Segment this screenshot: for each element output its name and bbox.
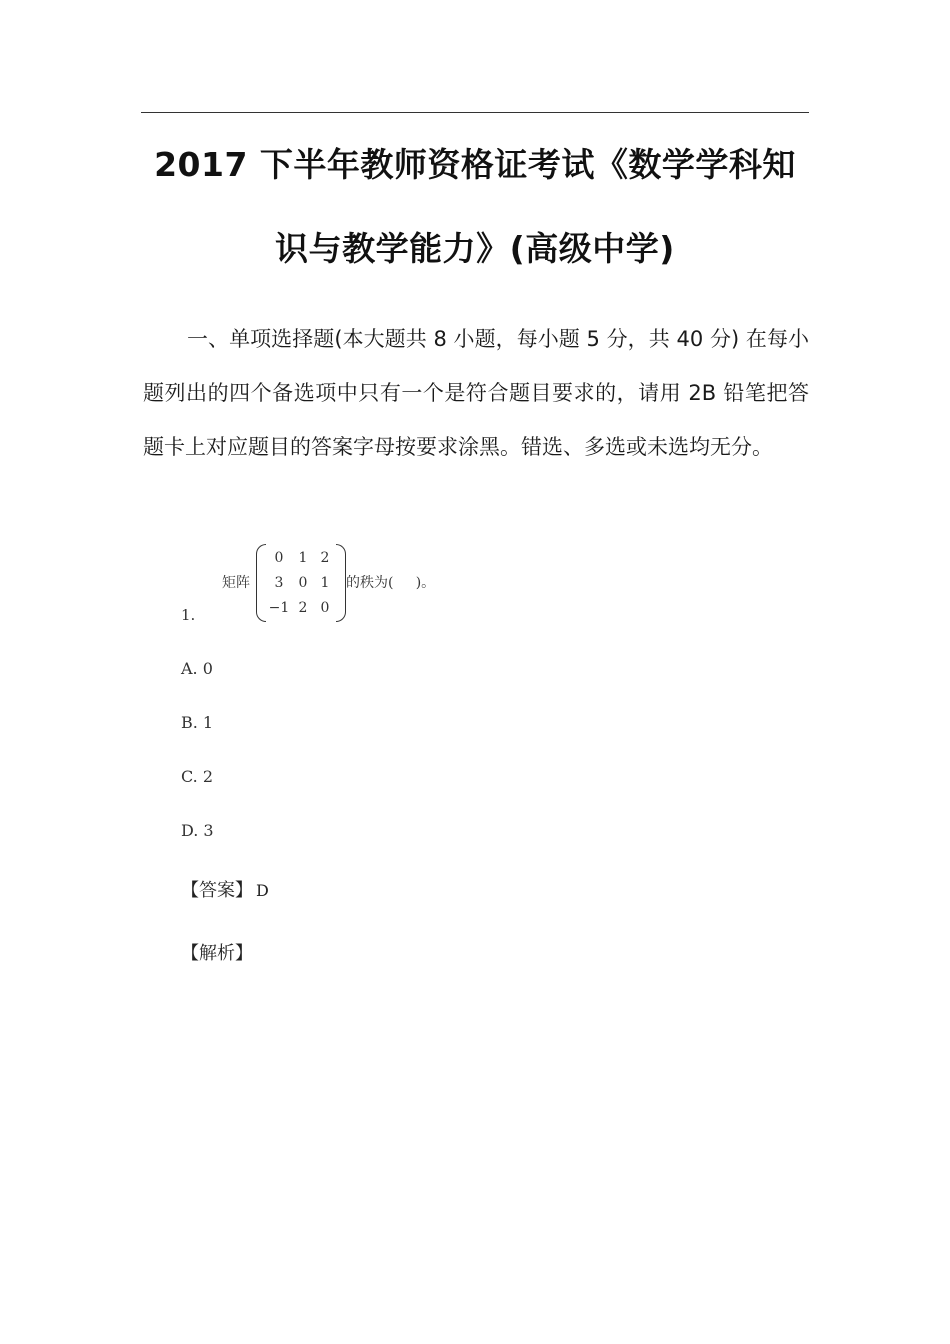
document-title-line-1: 2017 下半年教师资格证考试《数学学科知: [154, 145, 796, 184]
option-b: B. 1: [181, 713, 214, 732]
option-c: C. 2: [181, 767, 214, 786]
matrix-cell: 1: [298, 550, 308, 566]
document-title-line-2: 识与教学能力》(高级中学): [275, 229, 675, 268]
answer-label: 【答案】: [181, 880, 253, 901]
matrix-cell: 3: [274, 575, 284, 591]
question-1-stem: [181, 540, 581, 630]
question-stem-prefix: 矩阵: [222, 575, 250, 591]
matrix-cell: 2: [320, 550, 330, 566]
option-a: A. 0: [181, 659, 213, 678]
matrix-cell: 2: [298, 600, 308, 616]
question-number: 1.: [181, 606, 196, 624]
matrix-grid: [266, 546, 336, 621]
matrix-cell: 1: [320, 575, 330, 591]
answer-line: [181, 876, 269, 902]
matrix-right-bracket: [336, 544, 346, 622]
matrix-cell: −1: [268, 600, 290, 616]
option-d: D. 3: [181, 821, 214, 840]
section-intro: 一、单项选择题(本大题共 8 小题，每小题 5 分，共 40 分) 在每小题列出的四个备选项中只有一个是符合题目要求的，请用 2B 铅笔把答题卡上对应题目的答案字母按要求涂黑。错选、多选或未选均无分。: [143, 327, 809, 459]
question-stem-suffix: 的秩为( )。: [346, 575, 436, 591]
matrix-cell: 0: [298, 575, 308, 591]
answer-value: D: [256, 881, 269, 900]
matrix-cell: 0: [320, 600, 330, 616]
matrix-cell: 0: [274, 550, 284, 566]
analysis-label: 【解析】: [181, 943, 253, 964]
matrix: [256, 542, 346, 624]
header-rule: [141, 112, 809, 113]
matrix-left-bracket: [256, 544, 266, 622]
